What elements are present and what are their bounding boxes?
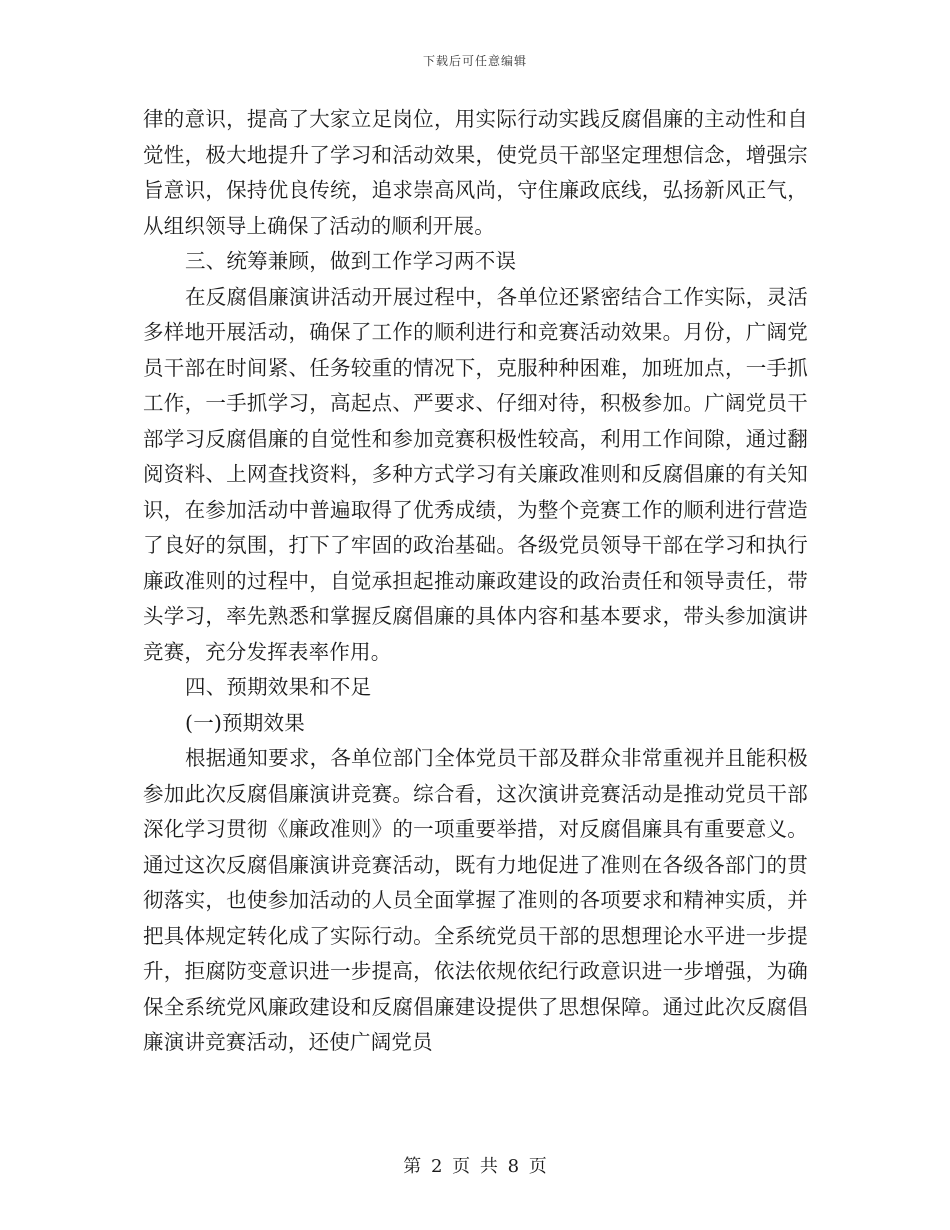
document-body	[143, 102, 808, 1061]
section-heading-three: 三、统筹兼顾，做到工作学习两不误	[185, 249, 517, 273]
paragraph-expected-effect: 根据通知要求，各单位部门全体党员干部及群众非常重视并且能积极参加此次反腐倡廉演讲竞赛。综合看，这次演讲竞赛活动是推动党员干部深化学习贯彻《廉政准则》的一项重要举措，对反腐倡廉具有重要意义。通过这次反腐倡廉演讲竞赛活动，既有力地促进了准则在各级各部门的贯彻落实，也使参加活动的人员全面掌握了准则的各项要求和精神实质，并把具体规定转化成了实际行动。全系统党员干部的思想理论水平进一步提升，拒腐防变意识进一步提高，依法依规依纪行政意识进一步增强，为确保全系统党风廉政建设和反腐倡廉建设提供了思想保障。通过此次反腐倡廉演讲竞赛活动，还使广阔党员	[143, 746, 808, 1054]
page-header: 下载后可任意编辑	[422, 54, 527, 68]
subsection-heading-expected-effect: (一)预期效果	[185, 710, 305, 735]
section-heading-four: 四、预期效果和不足	[185, 675, 372, 699]
paragraph-section-three: 在反腐倡廉演讲活动开展过程中，各单位还紧密结合工作实际，灵活多样地开展活动，确保了工作的顺利进行和竞赛活动效果。月份，广阔党员干部在时间紧、任务较重的情况下，克服种种困难，加班加点，一手抓工作，一手抓学习，高起点、严要求、仔细对待，积极参加。广阔党员干部学习反腐倡廉的自觉性和参加竞赛积极性较高，利用工作间隙，通过翻阅资料、上网查找资料，多种方式学习有关廉政准则和反腐倡廉的有关知识，在参加活动中普遍取得了优秀成绩，为整个竞赛工作的顺利进行营造了良好的氛围，打下了牢固的政治基础。各级党员领导干部在学习和执行廉政准则的过程中，自觉承担起推动廉政建设的政治责任和领导责任，带头学习，率先熟悉和掌握反腐倡廉的具体内容和基本要求，带头参加演讲竞赛，充分发挥表率作用。	[143, 284, 808, 664]
page-number-footer: 第 2 页 共 8 页	[403, 1156, 547, 1177]
paragraph-continuation: 律的意识，提高了大家立足岗位，用实际行动实践反腐倡廉的主动性和自觉性，极大地提升了学习和活动效果，使党员干部坚定理想信念，增强宗旨意识，保持优良传统，追求崇高风尚，守住廉政底线，弘扬新风正气，从组织领导上确保了活动的顺利开展。	[143, 107, 808, 238]
